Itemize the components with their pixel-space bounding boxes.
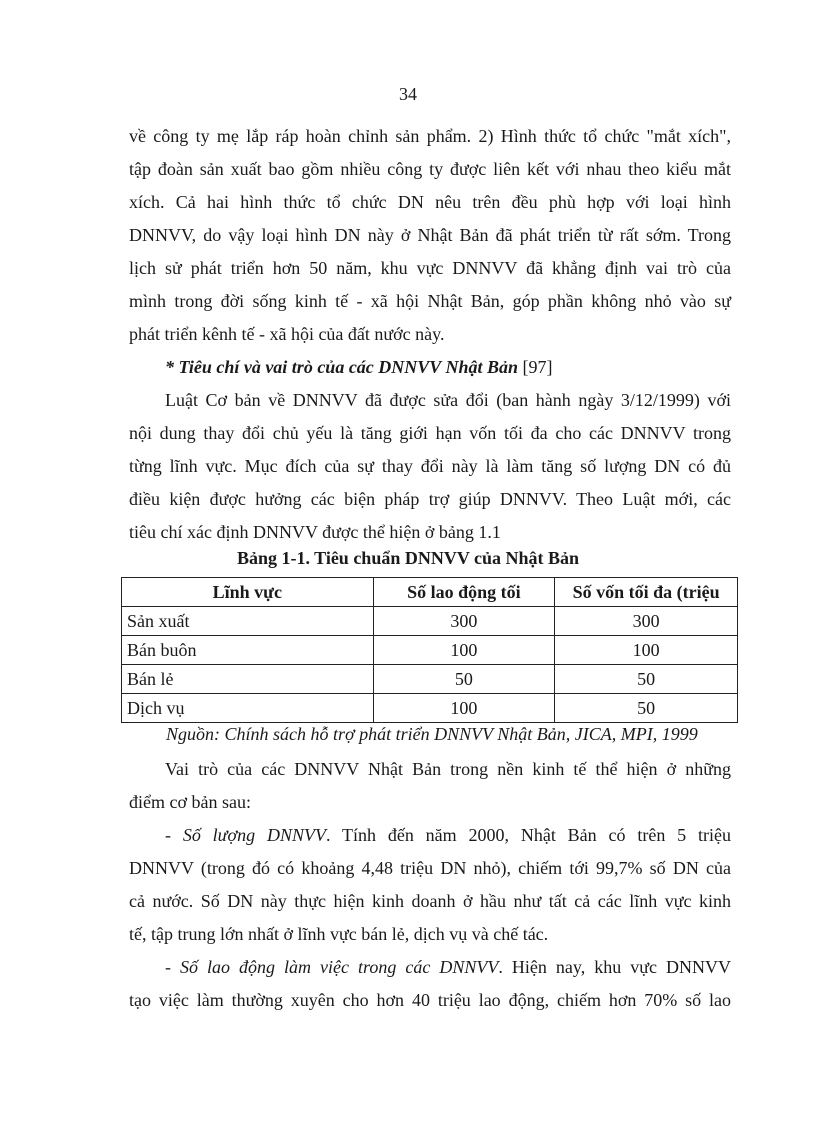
text-line: tạo việc làm thường xuyên cho hơn 40 triệu lao động, chiếm hơn 70% số lao	[129, 990, 731, 1010]
table-cell: 300	[555, 607, 738, 636]
text-line: phát triển kênh tế - xã hội của đất nước này.	[129, 324, 445, 344]
text-line: điểm cơ bản sau:	[129, 792, 251, 812]
paragraph-1	[129, 120, 731, 351]
section-heading-text: * Tiêu chí và vai trò của các DNNVV Nhật Bản	[165, 357, 519, 377]
table-row	[122, 694, 738, 723]
table-cell: 100	[373, 694, 555, 723]
text-line: Luật Cơ bản về DNNVV đã được sửa đổi (ban hành ngày 3/12/1999) với	[165, 390, 731, 410]
page-number: 34	[399, 84, 417, 104]
table-cell: Dịch vụ	[122, 694, 374, 723]
text-line: tiêu chí xác định DNNVV được thể hiện ở bảng 1.1	[129, 522, 501, 542]
table-cell: 50	[555, 665, 738, 694]
bullet-label: - Số lượng DNNVV	[165, 825, 326, 845]
column-header: Lĩnh vực	[122, 578, 374, 607]
text-line: . Hiện nay, khu vực DNNVV	[498, 957, 732, 977]
text-line: từng lĩnh vực. Mục đích của sự thay đổi này là làm tăng số lượng DN có đủ	[129, 456, 731, 476]
table-cell: 100	[373, 636, 555, 665]
table-cell: 50	[555, 694, 738, 723]
table-row	[122, 607, 738, 636]
sme-criteria-table	[121, 577, 738, 723]
text-line: lịch sử phát triển hơn 50 năm, khu vực DNNVV đã khẳng định vai trò của	[129, 258, 731, 278]
column-header: Số vốn tối đa (triệu	[555, 578, 738, 607]
paragraph-4	[129, 819, 731, 951]
text-line: mình trong đời sống kinh tế - xã hội Nhật Bản, góp phần không nhỏ vào sự	[129, 291, 731, 311]
text-line: tập đoàn sản xuất bao gồm nhiều công ty được liên kết với nhau theo kiểu mắt	[129, 159, 731, 179]
table-cell: 300	[373, 607, 555, 636]
column-header: Số lao động tối	[373, 578, 555, 607]
bullet-label: - Số lao động làm việc trong các DNNVV	[165, 957, 499, 977]
text-line: DNNVV (trong đó có khoảng 4,48 triệu DN nhỏ), chiếm tới 99,7% số DN của	[129, 858, 731, 878]
table-cell: Bán buôn	[122, 636, 374, 665]
section-heading-ref: [97]	[518, 357, 553, 377]
text-line: xích. Cả hai hình thức tổ chức DN nêu trên đều phù hợp với loại hình	[129, 192, 731, 212]
table-row	[122, 665, 738, 694]
text-line: . Tính đến năm 2000, Nhật Bản có trên 5 triệu	[325, 825, 732, 845]
text-line: cả nước. Số DN này thực hiện kinh doanh ở hầu như tất cả các lĩnh vực kinh	[129, 891, 731, 911]
text-line: về công ty mẹ lắp ráp hoàn chỉnh sản phẩm. 2) Hình thức tổ chức "mắt xích",	[129, 126, 731, 146]
table-cell: 100	[555, 636, 738, 665]
text-line: DNNVV, do vậy loại hình DN này ở Nhật Bản đã phát triển từ rất sớm. Trong	[129, 225, 731, 245]
text-line: Vai trò của các DNNVV Nhật Bản trong nền kinh tế thể hiện ở những	[165, 759, 731, 779]
table-row	[122, 636, 738, 665]
paragraph-5	[129, 951, 731, 1017]
text-line: nội dung thay đổi chủ yếu là tăng giới hạn vốn tối đa cho các DNNVV trong	[129, 423, 731, 443]
table-caption: Bảng 1-1. Tiêu chuẩn DNNVV của Nhật Bản	[236, 548, 580, 568]
paragraph-2	[129, 384, 731, 549]
text-line: điều kiện được hưởng các biện pháp trợ giúp DNNVV. Theo Luật mới, các	[129, 489, 731, 509]
table-source-note: Nguồn: Chính sách hỗ trợ phát triển DNNVV Nhật Bản, JICA, MPI, 1999	[166, 724, 698, 744]
paragraph-3	[129, 753, 731, 819]
table-cell: Bán lẻ	[122, 665, 374, 694]
text-line: tế, tập trung lớn nhất ở lĩnh vực bán lẻ, dịch vụ và chế tác.	[129, 924, 549, 944]
table-cell: 50	[373, 665, 555, 694]
table-cell: Sản xuất	[122, 607, 374, 636]
table-header-row	[122, 578, 738, 607]
section-heading	[129, 351, 731, 384]
